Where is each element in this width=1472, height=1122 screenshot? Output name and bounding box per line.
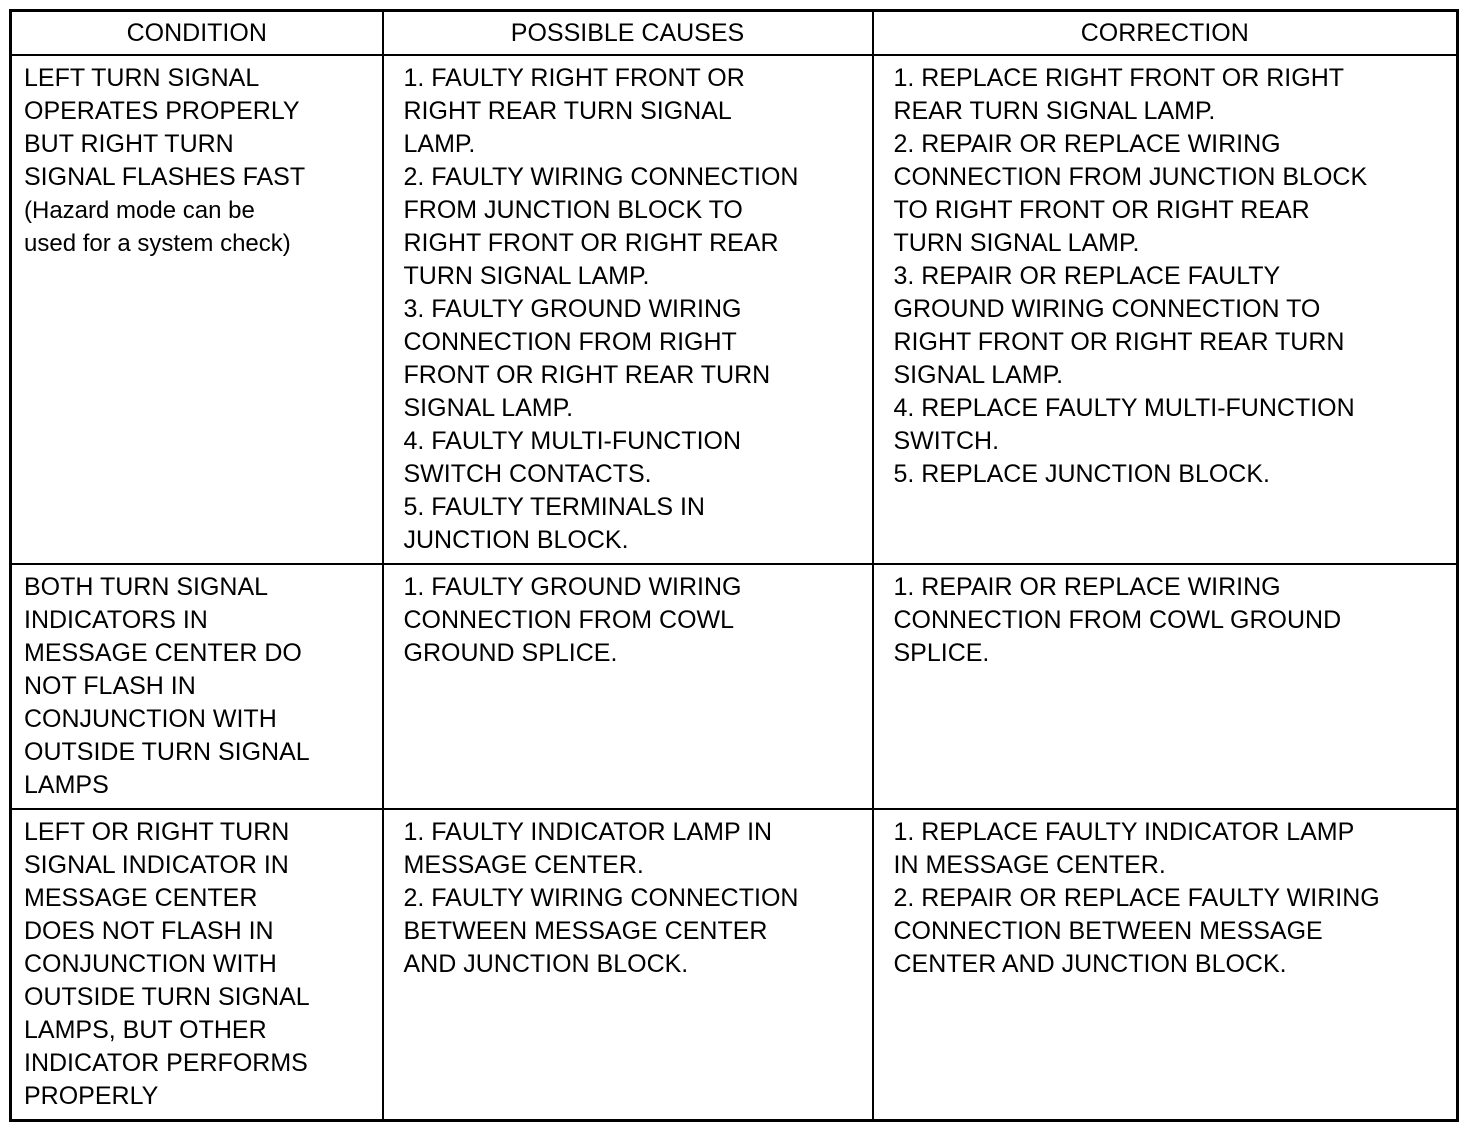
condition-line: LAMPS, BUT OTHER (24, 1016, 267, 1044)
cause-line: SIGNAL LAMP. (403, 394, 574, 422)
correction-cell (873, 564, 1458, 809)
table-row (11, 55, 1458, 564)
cause-line: 4. FAULTY MULTI-FUNCTION (403, 427, 742, 455)
correction-line: SWITCH. (893, 427, 1000, 455)
correction-line: GROUND WIRING CONNECTION TO (893, 295, 1321, 323)
correction-line: CONNECTION FROM JUNCTION BLOCK (893, 163, 1368, 191)
cause-line: MESSAGE CENTER. (403, 851, 644, 879)
correction-line: 1. REPAIR OR REPLACE WIRING (893, 573, 1281, 601)
cause-line: CONNECTION FROM RIGHT (403, 328, 737, 356)
correction-line: 2. REPAIR OR REPLACE WIRING (893, 130, 1281, 158)
cause-line: SWITCH CONTACTS. (403, 460, 652, 488)
causes-cell (383, 809, 873, 1121)
correction-cell (873, 55, 1458, 564)
cause-line: RIGHT REAR TURN SIGNAL (403, 97, 732, 125)
condition-line: LEFT TURN SIGNAL (24, 64, 260, 92)
correction-line: REAR TURN SIGNAL LAMP. (893, 97, 1216, 125)
condition-line: NOT FLASH IN (24, 672, 196, 700)
correction-line: 1. REPLACE FAULTY INDICATOR LAMP (893, 818, 1355, 846)
condition-line: MESSAGE CENTER DO (24, 639, 302, 667)
correction-cell (873, 809, 1458, 1121)
header-condition: CONDITION (11, 11, 383, 56)
condition-line: MESSAGE CENTER (24, 884, 258, 912)
header-correction: CORRECTION (873, 11, 1458, 56)
condition-line: CONJUNCTION WITH (24, 705, 277, 733)
correction-line: 4. REPLACE FAULTY MULTI-FUNCTION (893, 394, 1355, 422)
diagnosis-table (9, 9, 1459, 1122)
cause-line: 1. FAULTY GROUND WIRING (403, 573, 742, 601)
cause-line: JUNCTION BLOCK. (403, 526, 629, 554)
header-row (11, 11, 1458, 56)
correction-line: TO RIGHT FRONT OR RIGHT REAR (893, 196, 1310, 224)
condition-cell (11, 809, 383, 1121)
condition-line: (Hazard mode can be (24, 197, 255, 224)
cause-line: CONNECTION FROM COWL (403, 606, 735, 634)
correction-line: 1. REPLACE RIGHT FRONT OR RIGHT (893, 64, 1345, 92)
correction-line: 2. REPAIR OR REPLACE FAULTY WIRING (893, 884, 1380, 912)
correction-line: SIGNAL LAMP. (893, 361, 1064, 389)
cause-line: 5. FAULTY TERMINALS IN (403, 493, 705, 521)
cause-line: 1. FAULTY RIGHT FRONT OR (403, 64, 745, 92)
correction-line: IN MESSAGE CENTER. (893, 851, 1166, 879)
cause-line: AND JUNCTION BLOCK. (403, 950, 689, 978)
cause-line: FRONT OR RIGHT REAR TURN (403, 361, 771, 389)
header-possible-causes: POSSIBLE CAUSES (383, 11, 873, 56)
correction-line: CONNECTION BETWEEN MESSAGE (893, 917, 1323, 945)
condition-line: INDICATOR PERFORMS (24, 1049, 308, 1077)
condition-line: LAMPS (24, 771, 109, 799)
cause-line: 1. FAULTY INDICATOR LAMP IN (403, 818, 773, 846)
condition-cell (11, 564, 383, 809)
causes-cell (383, 564, 873, 809)
cause-line: GROUND SPLICE. (403, 639, 618, 667)
correction-line: CENTER AND JUNCTION BLOCK. (893, 950, 1287, 978)
correction-line: TURN SIGNAL LAMP. (893, 229, 1140, 257)
cause-line: BETWEEN MESSAGE CENTER (403, 917, 768, 945)
condition-line: BUT RIGHT TURN (24, 130, 234, 158)
condition-line: OUTSIDE TURN SIGNAL (24, 983, 310, 1011)
condition-line: SIGNAL INDICATOR IN (24, 851, 289, 879)
condition-line: BOTH TURN SIGNAL (24, 573, 269, 601)
condition-line: used for a system check) (24, 230, 291, 257)
correction-line: 5. REPLACE JUNCTION BLOCK. (893, 460, 1270, 488)
condition-line: DOES NOT FLASH IN (24, 917, 274, 945)
condition-line: INDICATORS IN (24, 606, 208, 634)
condition-line: CONJUNCTION WITH (24, 950, 277, 978)
condition-line: LEFT OR RIGHT TURN (24, 818, 290, 846)
cause-line: LAMP. (403, 130, 476, 158)
table-row (11, 564, 1458, 809)
condition-line: OPERATES PROPERLY (24, 97, 300, 125)
condition-line: SIGNAL FLASHES FAST (24, 163, 306, 191)
cause-line: 2. FAULTY WIRING CONNECTION (403, 884, 799, 912)
table-row (11, 809, 1458, 1121)
correction-line: 3. REPAIR OR REPLACE FAULTY (893, 262, 1281, 290)
cause-line: RIGHT FRONT OR RIGHT REAR (403, 229, 779, 257)
condition-line: PROPERLY (24, 1082, 159, 1110)
cause-line: 2. FAULTY WIRING CONNECTION (403, 163, 799, 191)
cause-line: TURN SIGNAL LAMP. (403, 262, 650, 290)
cause-line: 3. FAULTY GROUND WIRING (403, 295, 742, 323)
correction-line: CONNECTION FROM COWL GROUND (893, 606, 1342, 634)
correction-line: SPLICE. (893, 639, 990, 667)
condition-line: OUTSIDE TURN SIGNAL (24, 738, 310, 766)
cause-line: FROM JUNCTION BLOCK TO (403, 196, 743, 224)
condition-cell (11, 55, 383, 564)
correction-line: RIGHT FRONT OR RIGHT REAR TURN (893, 328, 1345, 356)
causes-cell (383, 55, 873, 564)
